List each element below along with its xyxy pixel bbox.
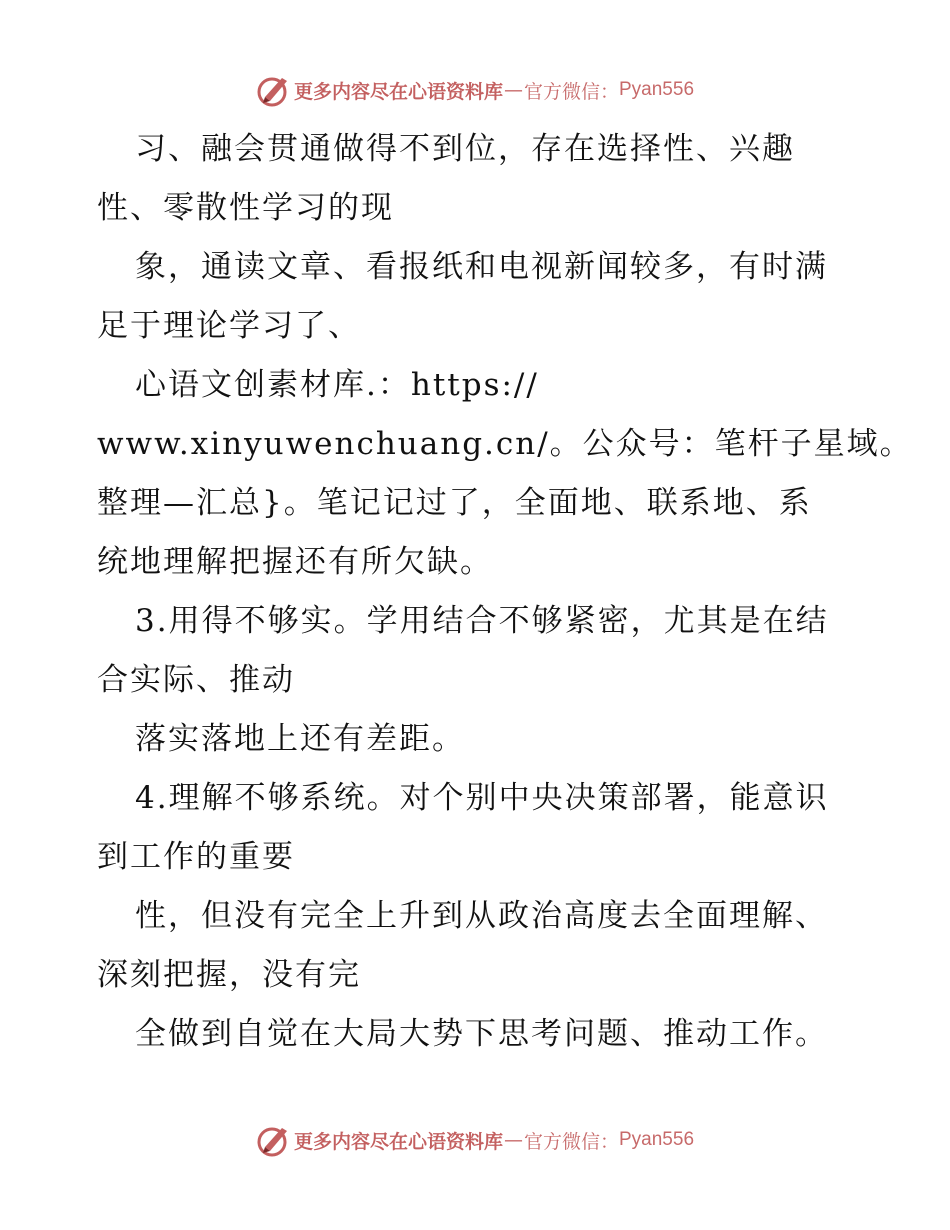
- text-line: 深刻把握，没有完: [97, 957, 361, 993]
- header-watermark-banner: [0, 70, 950, 110]
- text-line: 统地理解把握还有所欠缺。: [97, 544, 493, 580]
- text-line: 性、零散性学习的现: [97, 190, 394, 226]
- pen-logo-icon: [256, 1122, 292, 1158]
- document-body: [97, 120, 913, 1064]
- text-line: 4.理解不够系统。对个别中央决策部署，能意识: [135, 780, 829, 816]
- text-line: 象，通读文章、看报纸和电视新闻较多，有时满: [135, 249, 828, 285]
- text-line: 合实际、推动: [97, 662, 295, 698]
- text-line: 整理—汇总}。笔记记过了，全面地、联系地、系: [97, 485, 812, 521]
- pen-logo-icon: [256, 72, 292, 108]
- text-line: 全做到自觉在大局大势下思考问题、推动工作。: [135, 1016, 828, 1052]
- banner-text: 更多内容尽在心语资料库: [293, 1130, 503, 1153]
- banner-wechat-id: Pyan556: [619, 79, 695, 100]
- text-line: www.xinyuwenchuang.cn/。公众号：笔杆子星域。: [97, 426, 913, 462]
- banner-dash: —: [503, 79, 523, 101]
- text-line: 习、融会贯通做得不到位，存在选择性、兴趣: [135, 131, 795, 167]
- footer-watermark-banner: [0, 1120, 950, 1160]
- text-line: 3.用得不够实。学用结合不够紧密，尤其是在结: [135, 603, 829, 639]
- banner-wechat-label: 官方微信：: [523, 80, 619, 103]
- banner-text: 更多内容尽在心语资料库: [293, 80, 503, 103]
- banner-wechat-label: 官方微信：: [523, 1130, 619, 1153]
- text-line: 性，但没有完全上升到从政治高度去全面理解、: [135, 898, 828, 934]
- text-line: 足于理论学习了、: [97, 308, 361, 344]
- text-line: 到工作的重要: [97, 839, 295, 875]
- banner-wechat-id: Pyan556: [619, 1129, 695, 1150]
- text-line: 落实落地上还有差距。: [135, 721, 465, 757]
- text-line: 心语文创素材库.：https://: [135, 367, 539, 403]
- banner-dash: —: [503, 1129, 523, 1151]
